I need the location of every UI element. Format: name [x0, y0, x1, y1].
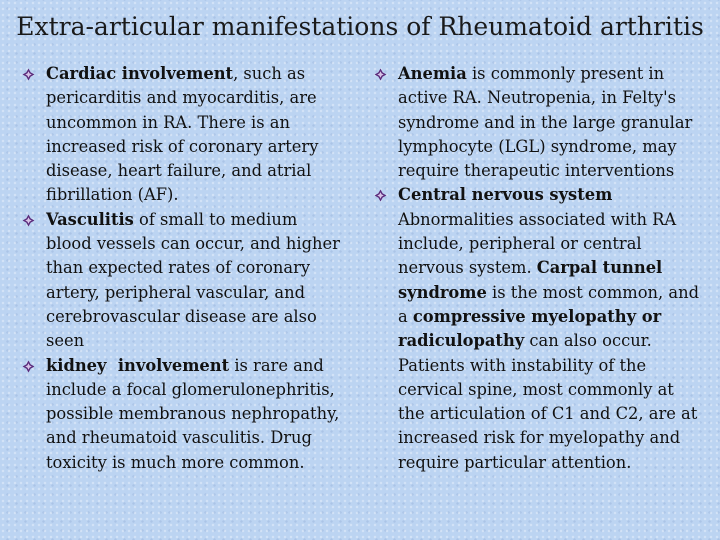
- diamond-bullet-icon: [22, 68, 35, 81]
- diamond-bullet-icon: [374, 189, 387, 202]
- right-column: [374, 62, 700, 475]
- bullet-vasculitis: [22, 208, 344, 354]
- bullet-kidney-bold: kidney involvement: [46, 355, 230, 375]
- bullet-anemia: [374, 62, 700, 183]
- diamond-bullet-icon: [374, 68, 387, 81]
- bullet-cns-text-2: is the most common, and a: [398, 282, 699, 326]
- bullet-cns-carpal-bold: Carpal tunnel syndrome: [398, 258, 663, 302]
- bullet-cns-text-3: can also occur. Patients with instability of the cervical spine, most commonly at the articulation of C1 and C2, are at increased risk for myelopathy and require particular attention.: [398, 331, 698, 472]
- left-column: [22, 62, 344, 475]
- bullet-anemia-text: is commonly present in active RA. Neutropenia, in Felty's syndrome and in the large granular lymphocyte (LGL) syndrome, may require therapeutic interventions: [398, 64, 693, 181]
- bullet-vasculitis-bold: Vasculitis: [46, 209, 134, 229]
- bullet-kidney: [22, 354, 344, 475]
- slide-title: Extra-articular manifestations of Rheumatoid arthritis: [16, 12, 704, 41]
- bullet-cardiac: [22, 62, 344, 208]
- bullet-cns: [374, 183, 700, 475]
- bullet-anemia-bold: Anemia: [398, 64, 467, 83]
- bullet-cns-myelopathy-bold: compressive myelopathy or radiculopathy: [398, 306, 662, 351]
- bullet-kidney-text: is rare and include a focal glomerulonephritis, possible membranous nephropathy, and rheumatoid vasculitis. Drug toxicity is much more common.: [46, 355, 340, 472]
- bullet-cns-text-1: Abnormalities associated with RA include, peripheral or central nervous system.: [398, 209, 677, 278]
- bullet-vasculitis-text: of small to medium blood vessels can occur, and higher than expected rates of coronary artery, peripheral vascular, and cerebrovascular disease are also seen: [46, 209, 340, 351]
- bullet-cardiac-text: , such as pericarditis and myocarditis, are uncommon in RA. There is an increased risk of coronary artery disease, heart failure, and atrial fibrillation (AF).: [46, 64, 319, 205]
- diamond-bullet-icon: [22, 360, 35, 373]
- bullet-cns-bold: Central nervous system: [398, 185, 613, 205]
- bullet-cardiac-bold: Cardiac involvement: [46, 64, 234, 83]
- diamond-bullet-icon: [22, 214, 35, 227]
